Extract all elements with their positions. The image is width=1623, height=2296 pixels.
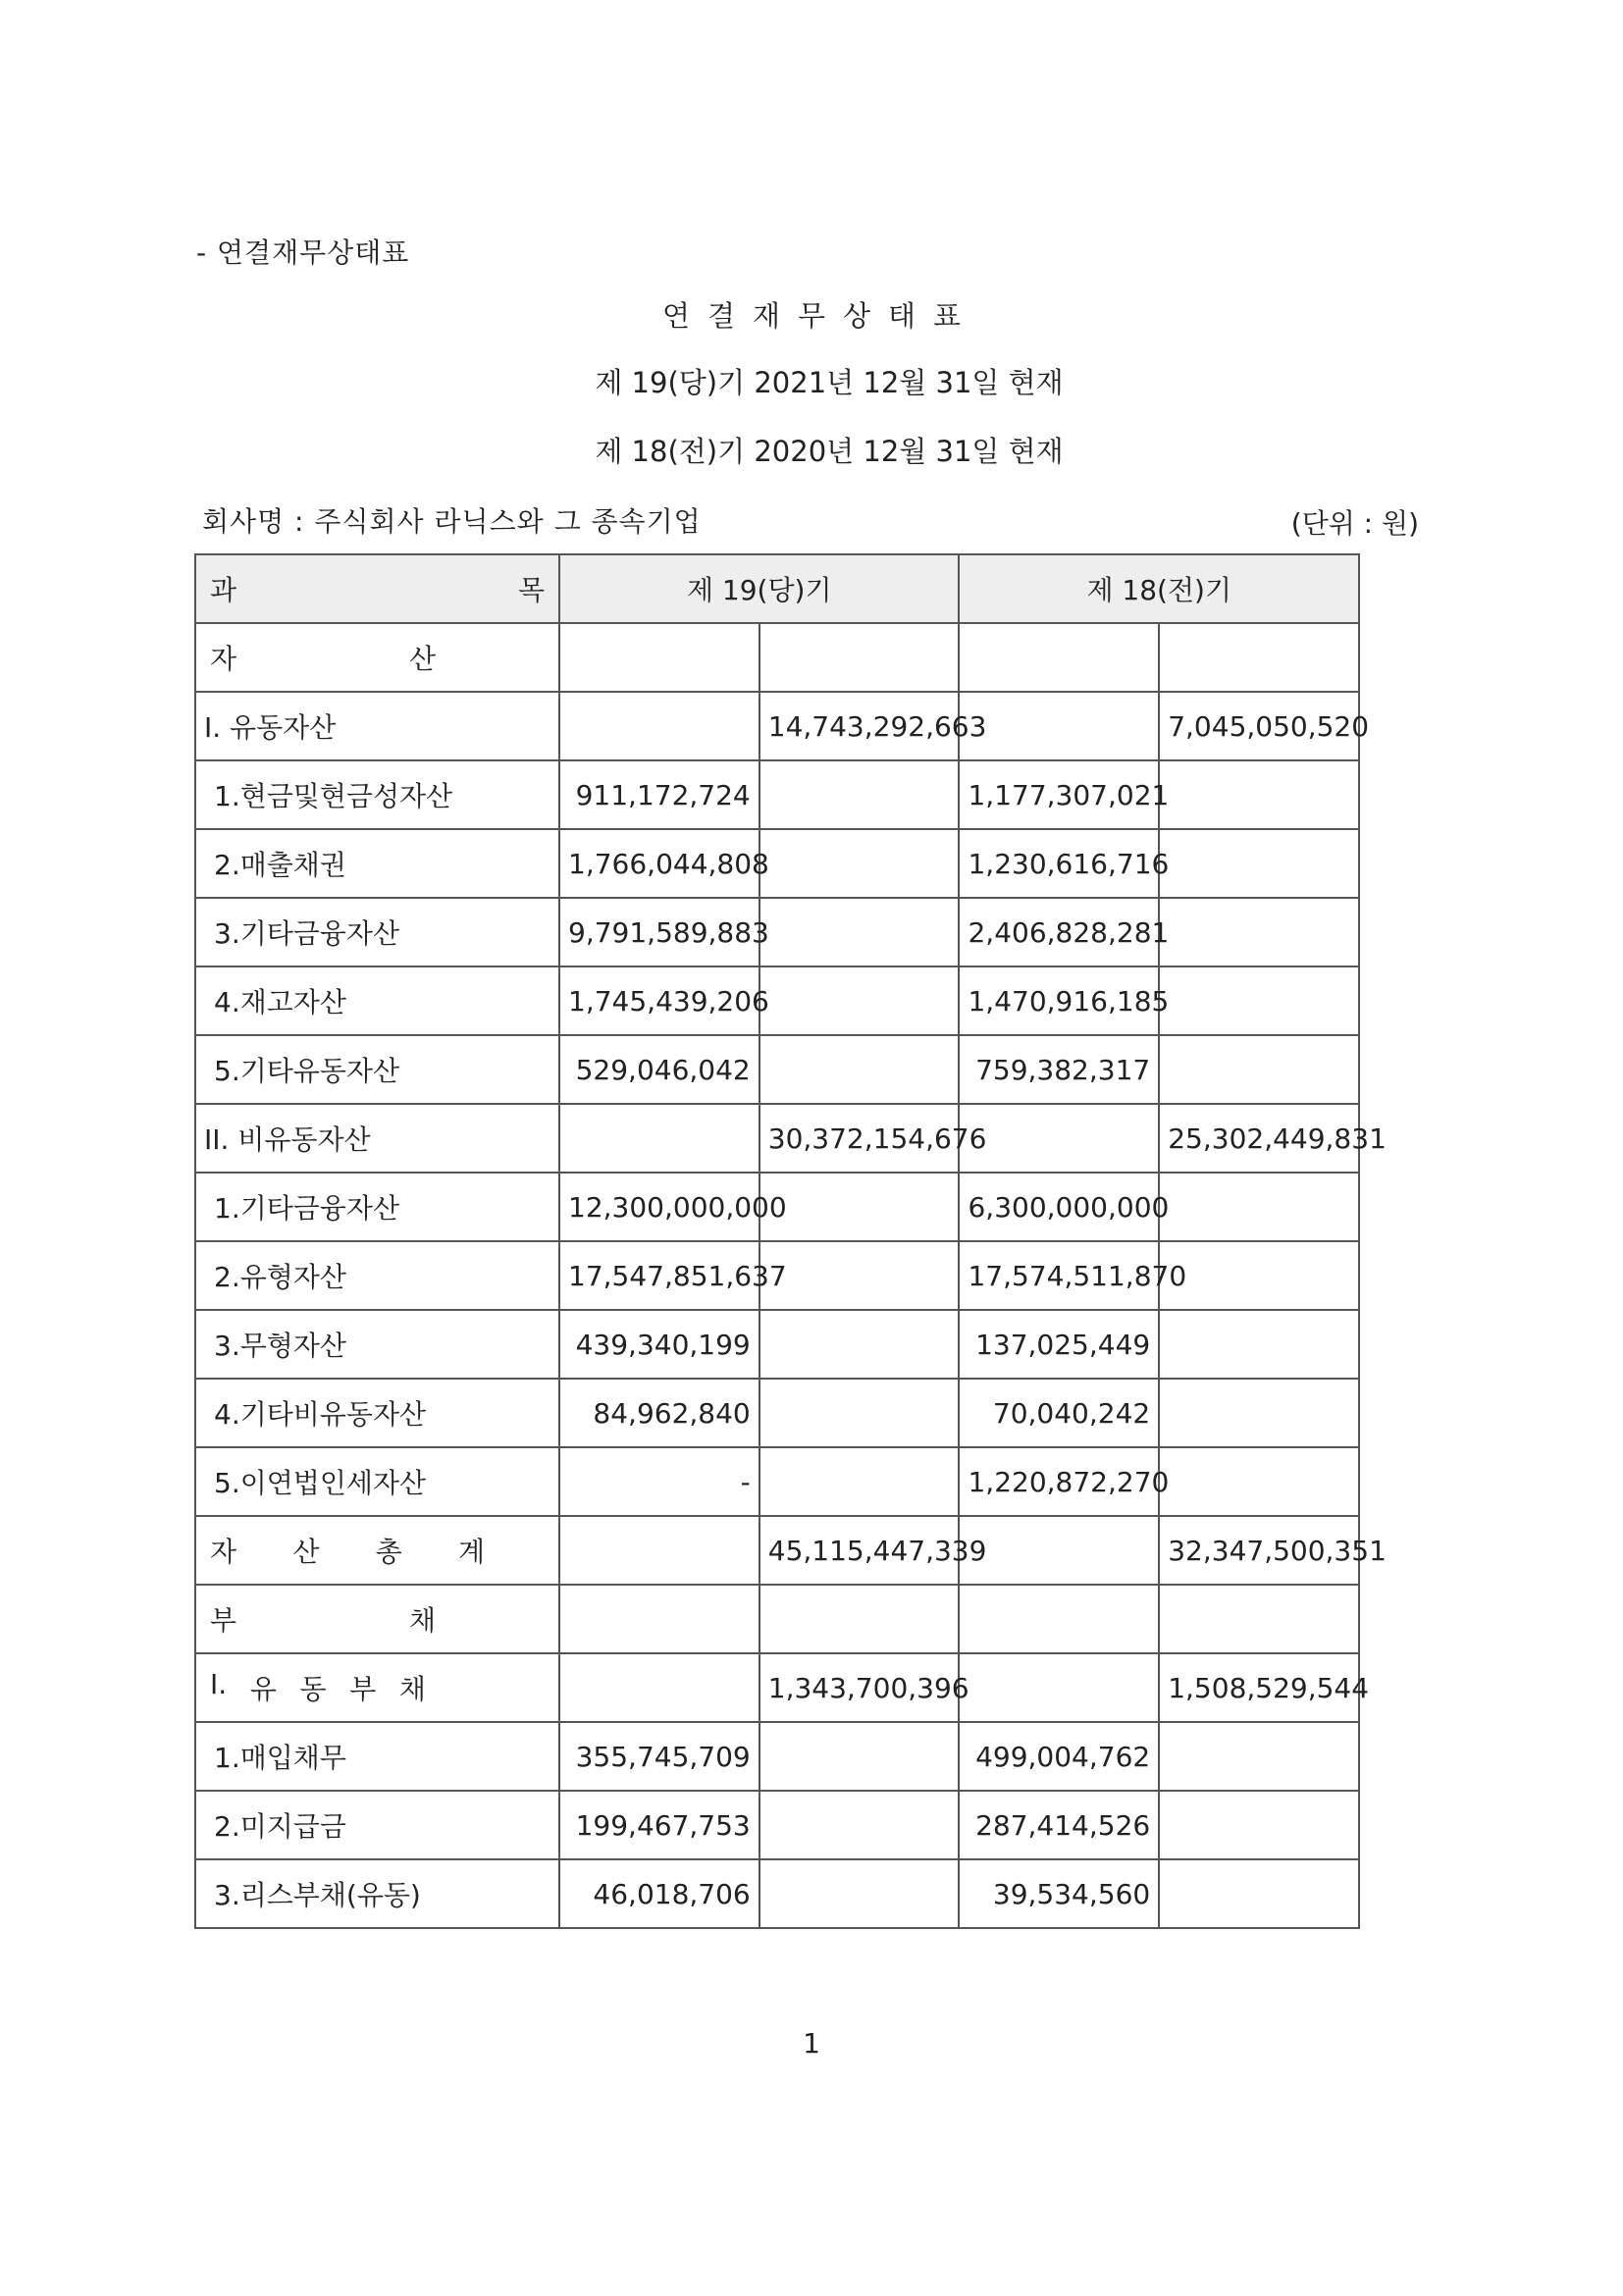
prior-value: 39,534,560 [959, 1859, 1159, 1928]
row-label: 5.기타유동자산 [195, 1035, 559, 1104]
table-row [195, 1447, 1359, 1516]
table-header-row [195, 554, 1359, 623]
current-value: 9,791,589,883 [559, 898, 759, 966]
table-row [195, 1310, 1359, 1379]
table-row [195, 1722, 1359, 1791]
prior-value: 2,406,828,281 [959, 898, 1159, 966]
table-row [195, 692, 1359, 760]
current-value: 529,046,042 [559, 1035, 759, 1104]
table-row [195, 1035, 1359, 1104]
prior-value: 17,574,511,870 [959, 1241, 1159, 1310]
prior-value: 6,300,000,000 [959, 1173, 1159, 1241]
table-row [195, 760, 1359, 829]
row-label: 3.리스부채(유동) [195, 1859, 559, 1928]
row-label: 1.현금및현금성자산 [195, 760, 559, 829]
current-period-line: 제 19(당)기 2021년 12월 31일 현재 [595, 366, 1064, 399]
prior-total: 7,045,050,520 [1159, 692, 1359, 760]
header-account-right: 목 [517, 574, 546, 606]
current-total: 30,372,154,676 [759, 1104, 960, 1173]
row-label: 2.미지급금 [195, 1791, 559, 1859]
balance-sheet-table [194, 553, 1387, 1929]
current-value: - [559, 1447, 759, 1516]
header-account [195, 554, 559, 623]
table-row [195, 1173, 1359, 1241]
prior-total: 32,347,500,351 [1159, 1516, 1359, 1585]
prior-value: 1,177,307,021 [959, 760, 1159, 829]
table-row [195, 1859, 1359, 1928]
row-label: 5.이연법인세자산 [195, 1447, 559, 1516]
current-value: 1,766,044,808 [559, 829, 759, 898]
table-row [195, 1585, 1359, 1653]
row-label: 4.재고자산 [195, 966, 559, 1035]
table-row [195, 1791, 1359, 1859]
table-row [195, 623, 1359, 692]
prior-value: 1,230,616,716 [959, 829, 1159, 898]
table-row [195, 1379, 1359, 1447]
row-label: 1.매입채무 [195, 1722, 559, 1791]
current-value: 439,340,199 [559, 1310, 759, 1379]
prior-total: 1,508,529,544 [1159, 1653, 1359, 1722]
current-value: 17,547,851,637 [559, 1241, 759, 1310]
current-value: 355,745,709 [559, 1722, 759, 1791]
statement-title: 연결재무상태표 [661, 299, 979, 333]
row-label: 4.기타비유동자산 [195, 1379, 559, 1447]
row-label: 자 산 [195, 623, 559, 692]
row-label: 2.매출채권 [195, 829, 559, 898]
row-label: 2.유형자산 [195, 1241, 559, 1310]
prior-value: 70,040,242 [959, 1379, 1159, 1447]
company-name: 회사명 : 주식회사 라닉스와 그 종속기업 [202, 505, 702, 538]
prior-value: 499,004,762 [959, 1722, 1159, 1791]
table-row [195, 829, 1359, 898]
table-row [195, 1104, 1359, 1173]
row-label: 1.기타금융자산 [195, 1173, 559, 1241]
table-row [195, 1516, 1359, 1585]
header-prior-period: 제 18(전)기 [959, 554, 1359, 623]
row-label: I. 유 동 부 채 [195, 1653, 559, 1722]
current-total: 1,343,700,396 [759, 1653, 960, 1722]
header-current-period: 제 19(당)기 [559, 554, 959, 623]
current-value: 12,300,000,000 [559, 1173, 759, 1241]
current-total: 45,115,447,339 [759, 1516, 960, 1585]
prior-value: 759,382,317 [959, 1035, 1159, 1104]
current-value: 199,467,753 [559, 1791, 759, 1859]
prior-value: 287,414,526 [959, 1791, 1159, 1859]
current-value: 911,172,724 [559, 760, 759, 829]
row-label: 3.무형자산 [195, 1310, 559, 1379]
current-value: 84,962,840 [559, 1379, 759, 1447]
table-row [195, 1241, 1359, 1310]
unit-label: (단위 : 원) [1290, 507, 1419, 540]
row-label: I. 유동자산 [195, 692, 559, 760]
current-value: 46,018,706 [559, 1859, 759, 1928]
current-value: 1,745,439,206 [559, 966, 759, 1035]
section-label: - 연결재무상태표 [196, 236, 410, 269]
table-row [195, 966, 1359, 1035]
table-row [195, 1653, 1359, 1722]
prior-period-line: 제 18(전)기 2020년 12월 31일 현재 [595, 435, 1064, 468]
row-label: 3.기타금융자산 [195, 898, 559, 966]
row-label: II. 비유동자산 [195, 1104, 559, 1173]
current-total: 14,743,292,663 [759, 692, 960, 760]
row-label: 자 산 총 계 [195, 1516, 559, 1585]
prior-total: 25,302,449,831 [1159, 1104, 1359, 1173]
prior-value: 137,025,449 [959, 1310, 1159, 1379]
header-account-left: 과 [210, 574, 237, 606]
row-label: 부 채 [195, 1585, 559, 1653]
page-number: 1 [803, 2027, 820, 2060]
prior-value: 1,220,872,270 [959, 1447, 1159, 1516]
prior-value: 1,470,916,185 [959, 966, 1159, 1035]
table-row [195, 898, 1359, 966]
